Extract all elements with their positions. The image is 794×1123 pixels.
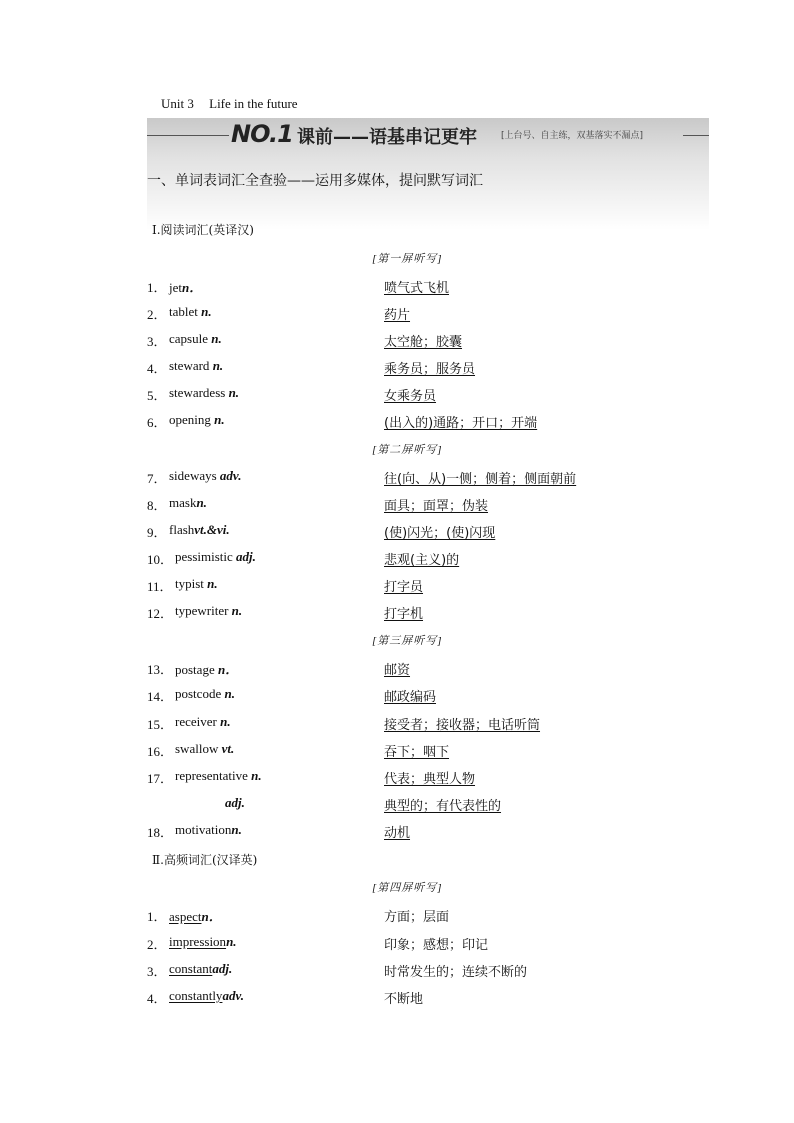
vocab-answer: 太空舱；胶囊 [384,335,463,350]
vocab-word: maskn. [169,495,207,510]
unit-header [161,96,298,112]
row-number: 17． [147,771,174,786]
vocab-row [147,495,707,515]
vocab-answer: 打字机 [384,607,424,622]
vocab-answer: 喷气式飞机 [384,281,450,296]
part-of-speech: n. [226,934,237,949]
row-number: 16． [147,744,174,759]
vocab-row [147,741,707,761]
part-of-speech: n. [251,768,262,783]
row-number: 9． [147,525,167,540]
row-number: 5． [147,388,167,403]
row-number: 10． [147,552,174,567]
vocab-row [147,522,707,542]
part-of-speech: n. [207,576,218,591]
vocab-word: constantadj. [169,961,233,976]
vocab-answer: 动机 [384,826,411,841]
vocab-row [147,412,707,432]
vocab-word: constantlyadv. [169,988,244,1003]
part-of-speech: n. [231,822,242,837]
part-of-speech: n. [196,495,207,510]
row-number: 11． [147,579,173,594]
row-number: 1． [147,280,167,295]
vocab-row [147,549,707,569]
banner-rule-left [147,135,229,136]
part-of-speech: adv. [219,468,242,483]
vocab-answer: 打字员 [384,580,424,595]
part-of-speech: adj. [212,961,233,976]
part-of-speech: n. [220,714,231,729]
section-banner [147,118,709,230]
vocab-answer: 典型的；有代表性的 [384,799,502,814]
vocab-row [147,686,707,706]
vocab-row [147,988,707,1008]
vocab-word: sideways adv. [169,468,242,483]
vocab-answer: 不断地 [384,992,424,1007]
part-of-speech: vt.&vi. [194,522,230,537]
screen-label-1: [第一屏听写] [372,253,443,265]
vocab-answer: 印象；感想；印记 [384,938,489,953]
part-of-speech: n． [217,662,239,677]
vocab-word: typist n. [175,576,218,591]
part-of-speech: vt. [221,741,235,756]
part-of-speech: n. [214,412,225,427]
vocab-answer: 邮资 [384,663,411,678]
part-of-speech: adj. [236,549,256,564]
vocab-answer: 面具；面罩；伪装 [384,499,489,514]
vocab-word: typewriter n. [175,603,243,618]
vocab-word: tablet n. [169,304,212,319]
vocab-word [225,795,245,811]
vocab-word: postcode n. [175,686,235,701]
part-of-speech: adv. [222,988,244,1003]
row-number: 2． [147,937,167,952]
vocab-answer: 往(向、从)一侧；侧着；侧面朝前 [384,472,577,487]
vocab-word: capsule n. [169,331,222,346]
vocab-answer: 乘务员；服务员 [384,362,476,377]
row-number: 4． [147,991,167,1006]
vocab-word: stewardess n. [169,385,240,400]
vocab-answer: 接受者；接收器；电话听筒 [384,718,541,733]
vocab-answer: 悲观(主义)的 [384,553,460,568]
banner-tag: [上台号、自主练，双基落实不漏点] [501,131,644,141]
vocab-answer: 邮政编码 [384,690,437,705]
screen-label-4: [第四屏听写] [372,882,443,894]
vocab-answer: (使)闪光；(使)闪现 [384,526,496,541]
row-number: 4． [147,361,167,376]
banner-title: 课前——语基串记更牢 [297,127,477,148]
vocab-row [147,277,707,297]
vocab-answer: (出入的)通路；开口；开端 [384,416,538,431]
row-number: 1． [147,909,167,924]
banner-number: NO.1 [231,120,293,148]
row-number: 12． [147,606,174,621]
part-of-speech: n. [201,304,212,319]
vocab-word: pessimistic adj. [175,549,256,564]
part-of-speech: n. [212,358,224,373]
vocab-row [147,385,707,405]
part-of-speech: n. [224,686,235,701]
row-number: 2． [147,307,167,322]
part-of-speech: adj. [225,795,245,810]
vocab-row [147,795,707,815]
vocab-word: jetn． [169,280,203,295]
vocab-answer: 时常发生的；连续不断的 [384,965,528,980]
vocab-word: opening n. [169,412,225,427]
row-number: 18． [147,825,174,840]
vocab-word: postage n． [175,662,239,677]
row-number: 6． [147,415,167,430]
vocab-word: impressionn. [169,934,237,949]
row-number: 15． [147,717,174,732]
vocab-word: steward n. [169,358,224,373]
vocab-row [147,714,707,734]
vocab-word: representative n. [175,768,262,783]
vocab-row [147,768,707,788]
vocab-answer: 女乘务员 [384,389,437,404]
vocab-row [147,331,707,351]
part-of-speech: n. [228,385,240,400]
frequent-section-label: Ⅱ.高频词汇(汉译英) [152,853,258,867]
vocab-word: receiver n. [175,714,231,729]
vocab-row [147,576,707,596]
banner-subtitle: 一、单词表词汇全查验——运用多媒体，提问默写词汇 [147,173,483,189]
vocab-word: flashvt.&vi. [169,522,230,537]
reading-section-label: Ⅰ.阅读词汇(英译汉) [152,223,254,237]
vocab-row [147,468,707,488]
vocab-row [147,822,707,842]
screen-label-2: [第二屏听写] [372,444,443,456]
vocab-word: motivationn. [175,822,242,837]
row-number: 7． [147,471,167,486]
row-number: 8． [147,498,167,513]
part-of-speech: n． [201,909,222,924]
vocab-word: swallow vt. [175,741,235,756]
row-number: 3． [147,334,167,349]
vocab-answer: 药片 [384,308,411,323]
vocab-word: aspectn． [169,909,222,924]
vocab-row [147,358,707,378]
vocab-answer: 代表；典型人物 [384,772,476,787]
unit-title: Life in the future [209,96,298,111]
part-of-speech: n. [211,331,222,346]
vocab-row [147,906,707,926]
row-number: 14． [147,689,174,704]
part-of-speech: n. [231,603,243,618]
screen-label-3: [第三屏听写] [372,635,443,647]
row-number: 3． [147,964,167,979]
part-of-speech: n． [182,280,203,295]
vocab-row [147,961,707,981]
unit-number: Unit 3 [161,96,194,111]
vocab-row [147,659,707,679]
vocab-answer: 吞下；咽下 [384,745,450,760]
row-number: 13． [147,662,174,677]
vocab-row [147,934,707,954]
banner-rule-right [683,135,709,136]
vocab-answer: 方面；层面 [384,910,450,925]
vocab-row [147,603,707,623]
vocab-row [147,304,707,324]
